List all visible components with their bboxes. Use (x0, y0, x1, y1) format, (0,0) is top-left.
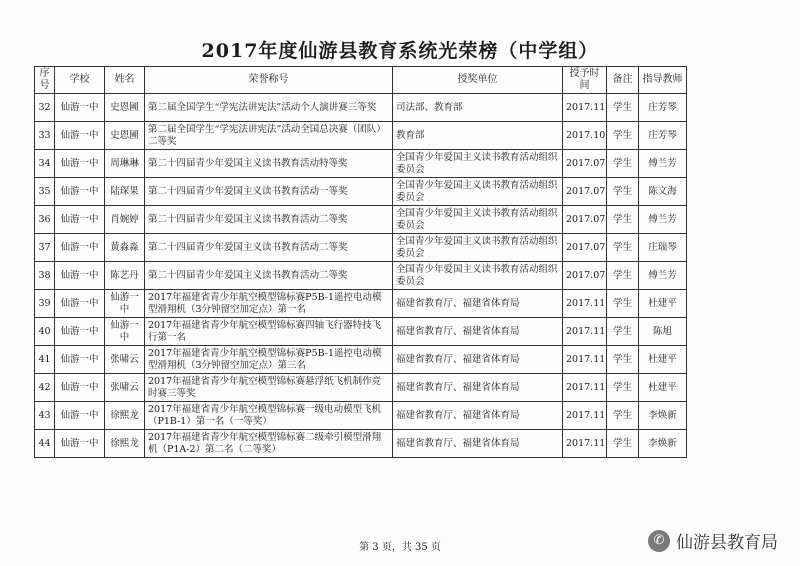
cell-honor: 第二届全国学生“学宪法讲宪法”活动个人演讲赛三等奖 (145, 94, 393, 122)
cell-no: 32 (35, 94, 55, 122)
cell-honor: 第二十四届青少年爱国主义读书教育活动二等奖 (145, 234, 393, 262)
table-row (35, 346, 687, 374)
cell-no: 37 (35, 234, 55, 262)
cell-name: 肖婉婷 (105, 206, 145, 234)
cell-note: 学生 (607, 122, 639, 150)
table-row (35, 374, 687, 402)
cell-unit: 司法部、教育部 (393, 94, 563, 122)
cell-no: 36 (35, 206, 55, 234)
watermark (648, 528, 778, 553)
cell-unit: 教育部 (393, 122, 563, 150)
cell-name: 徐熙龙 (105, 430, 145, 458)
cell-no: 43 (35, 402, 55, 430)
cell-name: 陆琛果 (105, 178, 145, 206)
cell-name: 张啸云 (105, 346, 145, 374)
cell-name: 徐熙龙 (105, 402, 145, 430)
cell-unit: 福建省教育厅、福建省体育局 (393, 402, 563, 430)
honor-table (34, 66, 687, 458)
cell-unit: 福建省教育厅、福建省体育局 (393, 374, 563, 402)
table-row (35, 318, 687, 346)
table-row (35, 262, 687, 290)
cell-note: 学生 (607, 430, 639, 458)
cell-note: 学生 (607, 262, 639, 290)
cell-name: 史恩圃 (105, 122, 145, 150)
cell-date: 2017.10 (563, 122, 607, 150)
cell-school: 仙游一中 (55, 122, 105, 150)
cell-school: 仙游一中 (55, 206, 105, 234)
cell-school: 仙游一中 (55, 318, 105, 346)
cell-teacher: 杜建平 (639, 374, 687, 402)
cell-teacher: 傅兰芳 (639, 206, 687, 234)
cell-school: 仙游一中 (55, 346, 105, 374)
cell-teacher: 李焕新 (639, 430, 687, 458)
cell-date: 2017.07 (563, 262, 607, 290)
cell-unit: 福建省教育厅、福建省体育局 (393, 430, 563, 458)
cell-school: 仙游一中 (55, 150, 105, 178)
cell-teacher: 庄芳琴 (639, 94, 687, 122)
cell-name: 张啸云 (105, 374, 145, 402)
cell-no: 34 (35, 150, 55, 178)
cell-school: 仙游一中 (55, 402, 105, 430)
table-row (35, 206, 687, 234)
table-row (35, 430, 687, 458)
cell-note: 学生 (607, 206, 639, 234)
table-row (35, 290, 687, 318)
cell-school: 仙游一中 (55, 290, 105, 318)
cell-name: 周琳琳 (105, 150, 145, 178)
cell-note: 学生 (607, 290, 639, 318)
cell-school: 仙游一中 (55, 262, 105, 290)
cell-honor: 第二十四届青少年爱国主义读书教育活动二等奖 (145, 262, 393, 290)
table-row (35, 122, 687, 150)
cell-teacher: 傅兰芳 (639, 262, 687, 290)
cell-no: 33 (35, 122, 55, 150)
cell-school: 仙游一中 (55, 94, 105, 122)
cell-name: 史恩圃 (105, 94, 145, 122)
cell-honor: 2017年福建省青少年航空模型锦标赛P5B-1遥控电动模型滑翔机（3分钟留空加定点）第三名 (145, 346, 393, 374)
cell-school: 仙游一中 (55, 234, 105, 262)
cell-unit: 全国青少年爱国主义读书教育活动组织委员会 (393, 206, 563, 234)
table-row (35, 150, 687, 178)
cell-teacher: 陈文海 (639, 178, 687, 206)
wechat-icon: ✆ (648, 530, 670, 552)
cell-no: 42 (35, 374, 55, 402)
cell-date: 2017.11 (563, 94, 607, 122)
cell-unit: 全国青少年爱国主义读书教育活动组织委员会 (393, 234, 563, 262)
cell-teacher: 陈旭 (639, 318, 687, 346)
cell-note: 学生 (607, 94, 639, 122)
table-row (35, 234, 687, 262)
cell-date: 2017.07 (563, 178, 607, 206)
cell-date: 2017.11 (563, 430, 607, 458)
cell-note: 学生 (607, 402, 639, 430)
cell-date: 2017.11 (563, 290, 607, 318)
page-title: 2017年度仙游县教育系统光荣榜（中学组） (201, 40, 599, 62)
cell-teacher: 李焕新 (639, 402, 687, 430)
header-teacher: 指导教师 (639, 67, 687, 94)
cell-note: 学生 (607, 178, 639, 206)
table-row (35, 402, 687, 430)
header-date: 授予时间 (563, 67, 607, 94)
table-header-row (35, 67, 687, 94)
cell-teacher: 庄芳琴 (639, 122, 687, 150)
cell-teacher: 庄瑞琴 (639, 234, 687, 262)
cell-honor: 第二十四届青少年爱国主义读书教育活动二等奖 (145, 206, 393, 234)
cell-honor: 第二十四届青少年爱国主义读书教育活动特等奖 (145, 150, 393, 178)
cell-no: 38 (35, 262, 55, 290)
cell-honor: 2017年福建省青少年航空模型锦标赛悬浮纸飞机制作竞时赛三等奖 (145, 374, 393, 402)
cell-honor: 2017年福建省青少年航空模型锦标赛P5B-1遥控电动模型滑翔机（3分钟留空加定点）第一名 (145, 290, 393, 318)
cell-date: 2017.07 (563, 206, 607, 234)
cell-unit: 全国青少年爱国主义读书教育活动组织委员会 (393, 178, 563, 206)
cell-no: 35 (35, 178, 55, 206)
cell-name: 黄淼淼 (105, 234, 145, 262)
cell-date: 2017.11 (563, 402, 607, 430)
cell-no: 41 (35, 346, 55, 374)
header-no: 序号 (35, 67, 55, 94)
cell-note: 学生 (607, 318, 639, 346)
page-footer: 第 3 页，共 35 页 (359, 542, 441, 553)
cell-note: 学生 (607, 234, 639, 262)
cell-school: 仙游一中 (55, 374, 105, 402)
cell-teacher: 杜建平 (639, 290, 687, 318)
cell-date: 2017.07 (563, 234, 607, 262)
cell-honor: 2017年福建省青少年航空模型锦标赛二级牵引模型滑翔机（P1A-2）第二名（二等奖） (145, 430, 393, 458)
cell-note: 学生 (607, 150, 639, 178)
cell-date: 2017.07 (563, 150, 607, 178)
watermark-text: 仙游县教育局 (676, 533, 778, 553)
cell-honor: 第二届全国学生“学宪法讲宪法”活动全国总决赛（团队）二等奖 (145, 122, 393, 150)
cell-school: 仙游一中 (55, 178, 105, 206)
cell-school: 仙游一中 (55, 430, 105, 458)
cell-note: 学生 (607, 374, 639, 402)
cell-no: 40 (35, 318, 55, 346)
cell-name: 仙游一中 (105, 318, 145, 346)
cell-unit: 福建省教育厅、福建省体育局 (393, 346, 563, 374)
header-note: 备注 (607, 67, 639, 94)
cell-date: 2017.11 (563, 346, 607, 374)
cell-teacher: 杜建平 (639, 346, 687, 374)
cell-honor: 2017年福建省青少年航空模型锦标赛一级电动模型飞机（P1B-1）第一名（一等奖） (145, 402, 393, 430)
header-school: 学校 (55, 67, 105, 94)
cell-no: 39 (35, 290, 55, 318)
cell-honor: 第二十四届青少年爱国主义读书教育活动一等奖 (145, 178, 393, 206)
header-name: 姓名 (105, 67, 145, 94)
cell-unit: 福建省教育厅、福建省体育局 (393, 290, 563, 318)
cell-date: 2017.11 (563, 374, 607, 402)
cell-unit: 福建省教育厅、福建省体育局 (393, 318, 563, 346)
cell-honor: 2017年福建省青少年航空模型锦标赛四轴飞行器特技飞行第一名 (145, 318, 393, 346)
cell-note: 学生 (607, 346, 639, 374)
cell-unit: 全国青少年爱国主义读书教育活动组织委员会 (393, 262, 563, 290)
cell-teacher: 傅兰芳 (639, 150, 687, 178)
cell-name: 仙游一中 (105, 290, 145, 318)
table-row (35, 178, 687, 206)
header-honor: 荣誉称号 (145, 67, 393, 94)
cell-date: 2017.11 (563, 318, 607, 346)
header-unit: 授奖单位 (393, 67, 563, 94)
cell-name: 陈艺丹 (105, 262, 145, 290)
cell-unit: 全国青少年爱国主义读书教育活动组织委员会 (393, 150, 563, 178)
table-row (35, 94, 687, 122)
cell-no: 44 (35, 430, 55, 458)
